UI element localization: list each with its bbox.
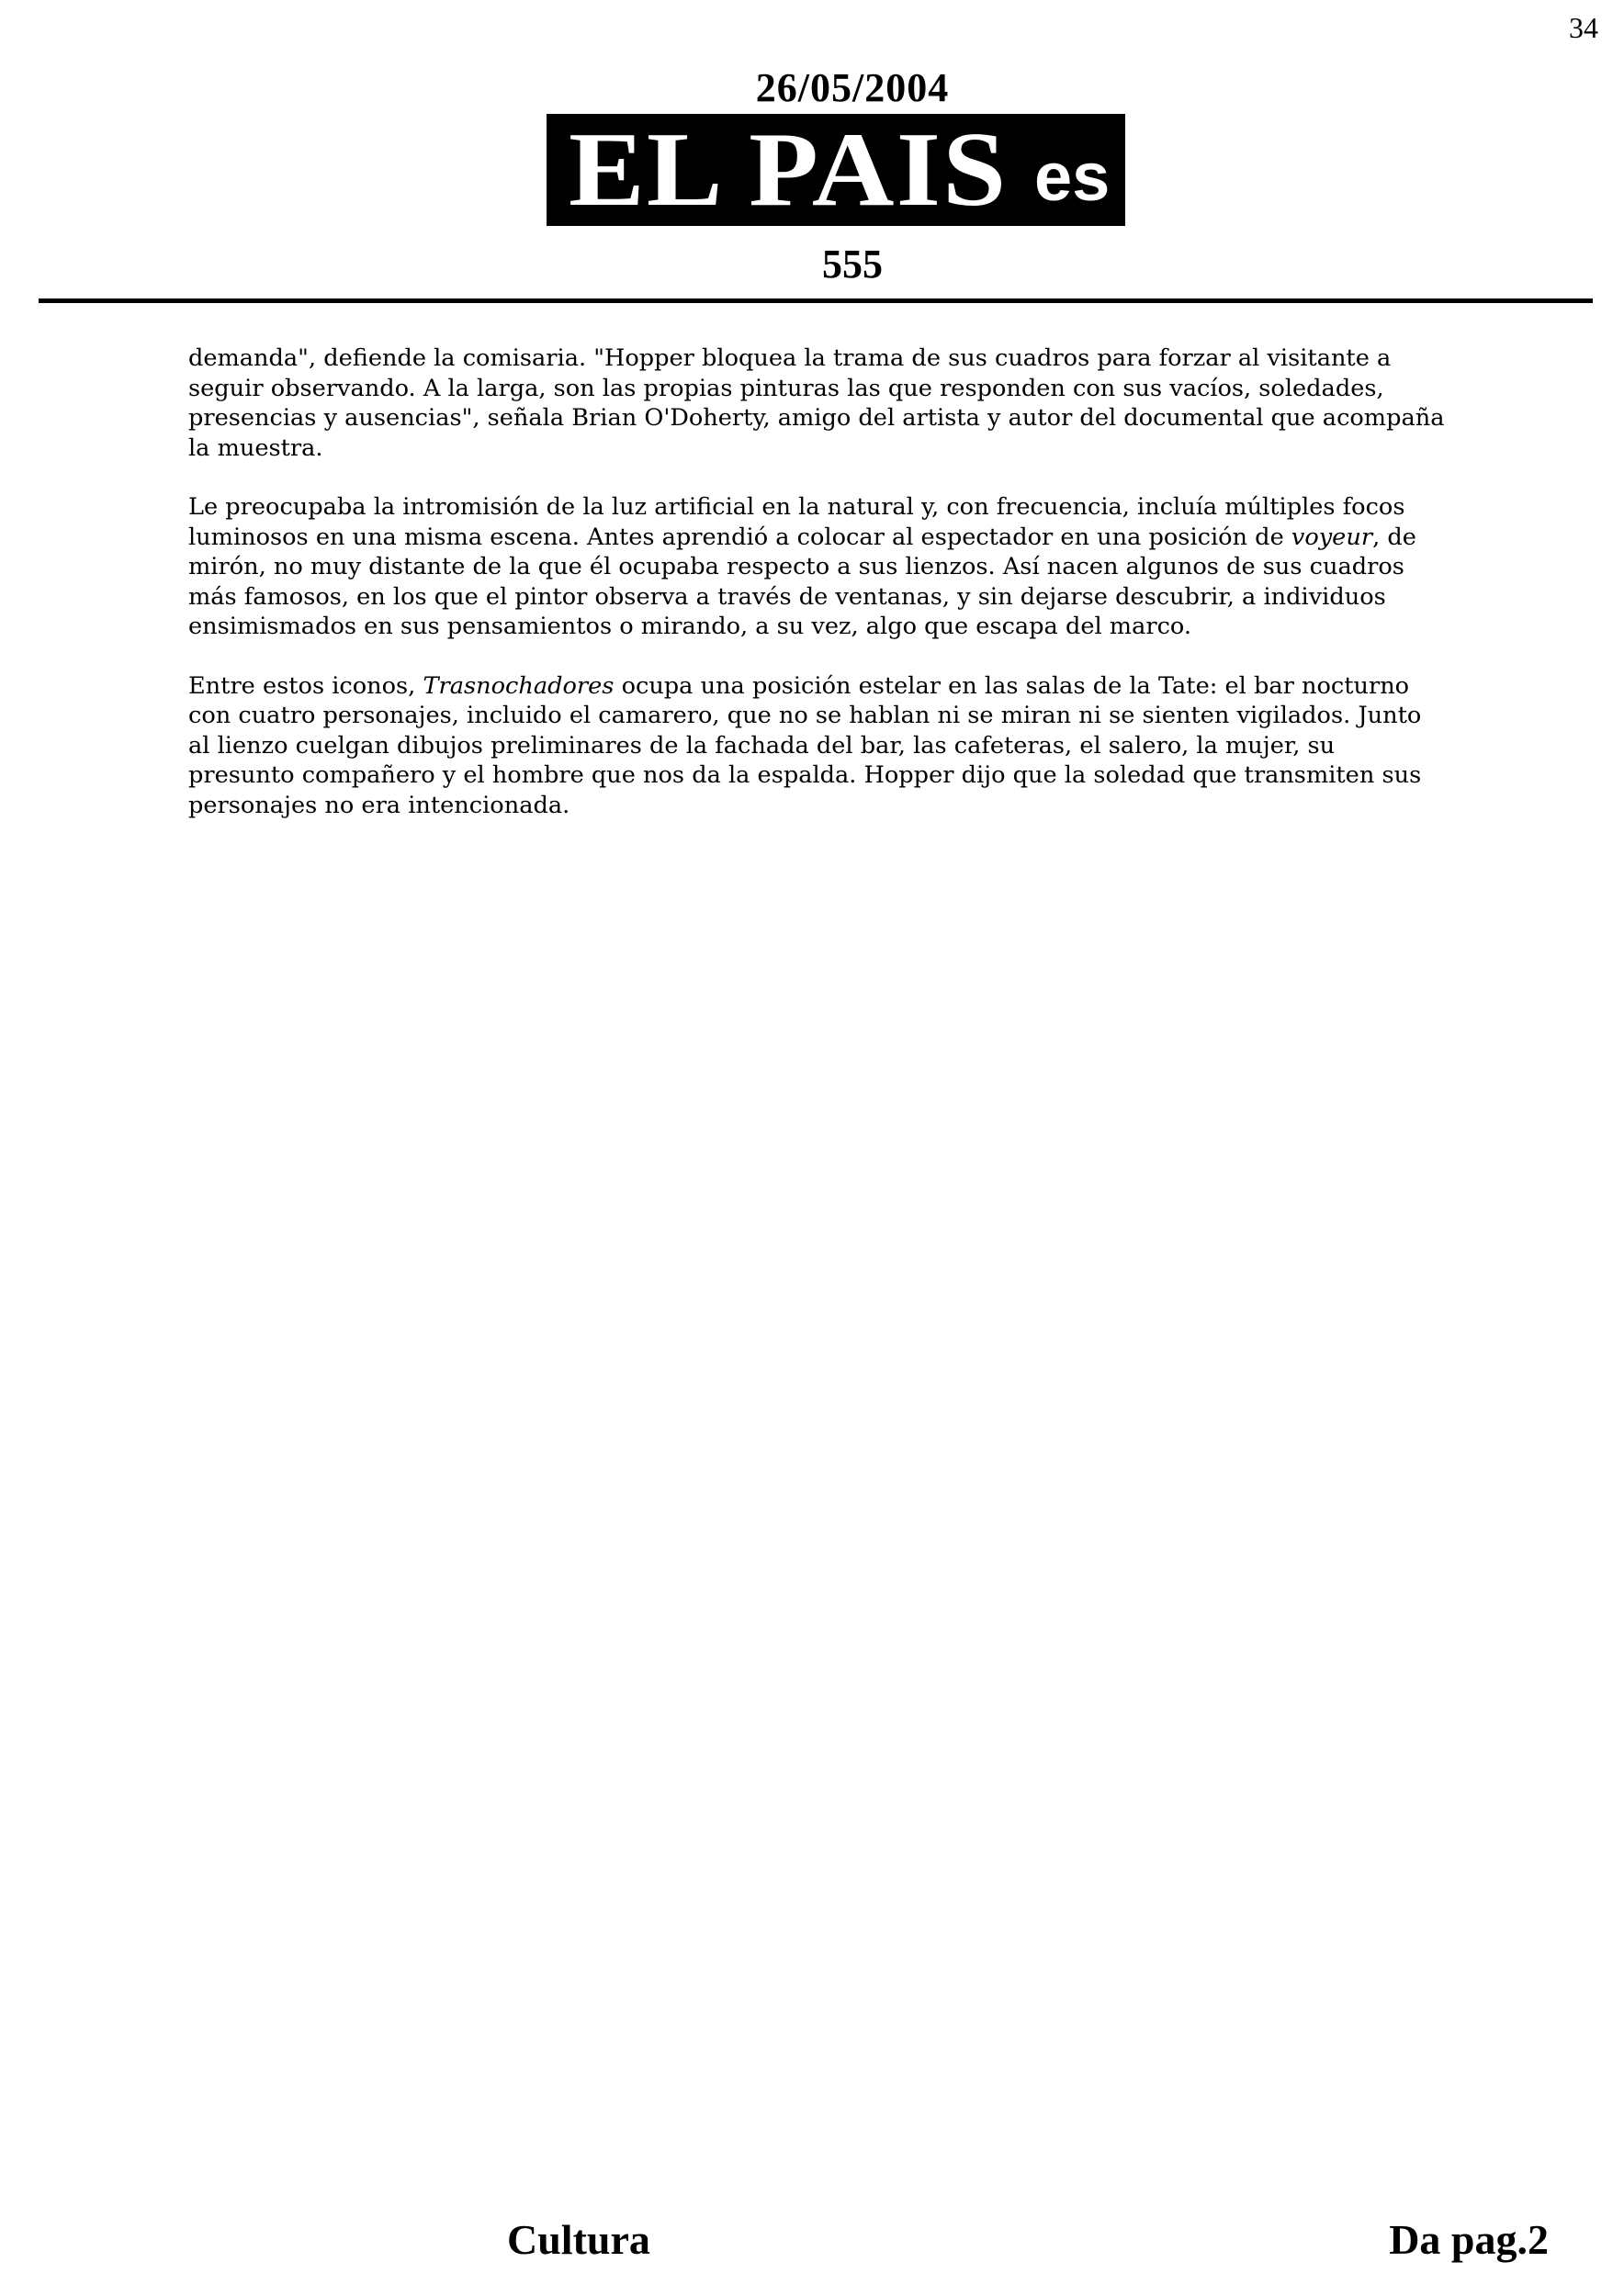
paragraph-text: ocupa una posición estelar en las salas de la Tate: el bar nocturno con cuatro personajes, incluido el camarero, que no se hablan ni se miran ni se sienten vigilados. Junto al lienzo cuelgan dibujos preliminares de la fachada del bar, las cafeteras, el salero, la mujer, su presunto compañero y el hombre que nos da la espalda. Hopper dijo que la soledad que transmiten sus personajes no era intencionada. [188,671,1422,819]
italic-term: voyeur [1291,523,1373,551]
header-date: 26/05/2004 [755,65,950,110]
paragraph-text: demanda", defiende la comisaria. "Hopper bloquea la trama de sus cuadros para forzar al visitante a seguir observando. A la larga, son las propias pinturas las que responden con sus vacíos, soledades, presencias y ausencias", señala Brian O'Doherty, amigo del artista y autor del documental que acompaña la muestra. [188,344,1445,462]
article-body [188,343,1447,850]
header-section-number: 555 [822,242,883,287]
article-paragraph [188,343,1447,463]
logo-main-text: EL PAIS [569,114,1009,226]
footer-continuation-label: Da pag.2 [1389,2216,1549,2263]
page-number: 34 [1569,11,1598,44]
header-divider [39,298,1593,303]
paragraph-text: , de mirón, no muy distante de la que él ocupaba respecto a sus lienzos. Así nacen algunos de sus cuadros más famosos, en los que el pintor observa a través de ventanas, y sin dejarse descubrir, a individuos ensimismados en sus pensamientos o mirando, a su vez, algo que escapa del marco. [188,523,1416,640]
article-paragraph [188,671,1447,821]
paragraph-text: Entre estos iconos, [188,671,423,700]
paragraph-text: Le preocupaba la intromisión de la luz artificial en la natural y, con frecuencia, incluía múltiples focos luminosos en una misma escena. Antes aprendió a colocar al espectador en una posición de [188,493,1405,551]
newspaper-logo [547,114,1125,226]
article-paragraph [188,492,1447,642]
logo-suffix-text: es [1034,139,1111,215]
italic-title: Trasnochadores [423,671,615,700]
footer-section-label: Cultura [507,2216,650,2263]
